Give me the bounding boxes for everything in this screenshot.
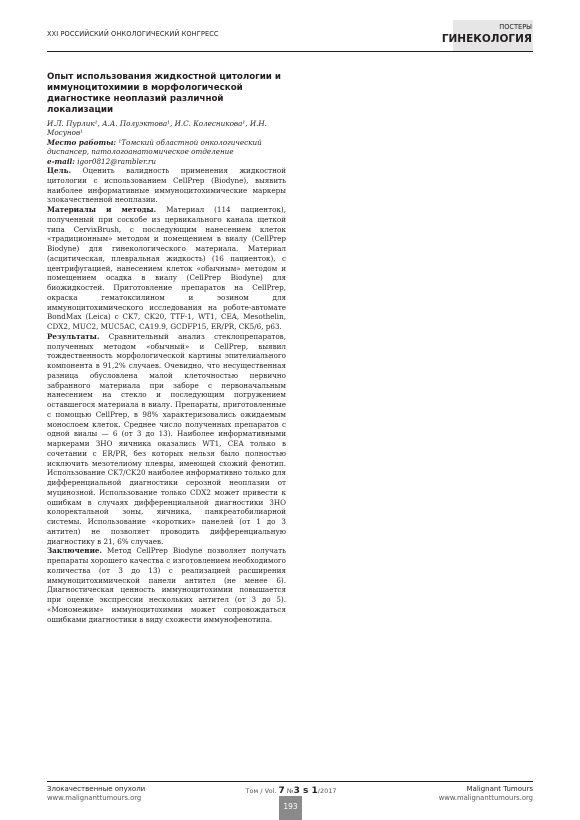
methods-text: Материал (114 пациенток), полученный при соскобе из цервикального канала щеткой типа CervixBrush, с последующим нанесением клеток «традиционным» методом и помещением в виалу (CellPrep Biodyne) для гинекологического материала. Материал (асцитическая, плевральная жидкость) (16 пациенток), с центрифугацией, нанесением клеток «обычным» методом и помещением осадка в виалу (CellPrep Biodyne) для биожидкостей. Приготовление препаратов на CellPrep, окраска гематоксилином и эозином для иммуноцитохимического исследования на роботе-автомате BondMax (Leica) с CK7, CK20, TTF-1, WT1, CEA, Mesothelin, CDX2, MUC2, MUC5AC, CA19.9, GCDFP15, ER/PR, CK5/6, p63. <box>47 205 286 332</box>
journal-name-en: Malignant Tumours <box>466 785 533 793</box>
journal-site-right[interactable]: www.malignanttumours.org <box>438 794 533 802</box>
volume-info <box>236 786 346 796</box>
aim-label: Цель. <box>47 166 71 176</box>
aim-paragraph <box>47 166 286 205</box>
email-label: e-mail: <box>47 156 75 166</box>
issue-number: 3 s 1 <box>293 786 318 796</box>
header-divider <box>47 51 533 52</box>
results-paragraph <box>47 332 286 547</box>
article <box>47 72 286 624</box>
volume-prefix: Том / Vol. <box>245 787 277 795</box>
congress-title: XXI РОССИЙСКИЙ ОНКОЛОГИЧЕСКИЙ КОНГРЕСС <box>47 30 219 38</box>
volume-number: 7 <box>278 786 285 796</box>
issue-prefix: № <box>286 787 294 795</box>
conclusion-text: Метод CellPrep Biodyne позволяет получать препараты хорошего качества с изготовлением необходимого количества (от 3 до 13) с реализацией расширения иммуноцитохимической панели антител (не менее 6). Диагностическая ценность иммуноцитохимии повышается при оценке экспрессии нескольких антител (от 3 до 5). «Мономежим» иммуноцитохимии может сопровождаться ошибками диагностики в виду схожести иммунофенотипа. <box>47 546 286 624</box>
section-label: ПОСТЕРЫ <box>499 23 532 31</box>
methods-paragraph <box>47 205 286 332</box>
affiliation <box>47 138 286 157</box>
results-text: Сравнительный анализ стеклопрепаратов, полученных методом «обычный» и CellPrep, выявил тождественность морфологической картины эпителиального компонента в 91,2% случаев. Очевидно, что несущественная разница обусловлена малой клеточностью первично забранного материала при заборе с первоначальным нанесением на стекло и последующим погружением оставшегося материала в виалу. Препараты, приготовленные с помощью CellPrep, в 98% характеризовались ожидаемым монослоем клеток. Среднее число полученных препаратов с одной виалы — 6 (от 3 до 13). Наиболее информативными маркерами ЗНО яичника оказались WT1, CEA только в сочетании с ER/PR, без которых нельзя было полностью исключить мезотелиому плевры, имеющей схожий фенотип. Использование CK7/CK20 наиболее информативно только для дифференциальной диагностики серозной неоплазии от муцинозной. Использование только CDX2 может привести к ошибкам в случаях дифференциальной диагностики ЗНО колоректальной зоны, яичника, панкреатобилиарной системы. Использование «коротких» панелей (от 1 до 3 антител) не позволяет проводить дифференциальную диагностику в 21, 6% случаев. <box>47 331 286 546</box>
methods-label: Материалы и методы. <box>47 205 157 215</box>
conclusion-label: Заключение. <box>47 546 102 556</box>
footer-divider <box>47 781 533 782</box>
contact-email <box>47 157 286 166</box>
aim-text: Оценить валидность применения жидкостной цитологии с использованием CellPrep (Biodyne), выявить наиболее информативные иммуноцитохимические маркеры злокачественной неоплазии. <box>47 166 286 205</box>
article-title: Опыт использования жидкостной цитологии и иммуноцитохимии в морфологической диагностике неоплазий различной локализации <box>47 72 282 115</box>
article-authors: И.Л. Пурлик¹, А.А. Полуэктова¹, И.С. Колесникова¹, И.Н. Мосунов¹ <box>47 119 267 138</box>
journal-name-ru: Злокачественные опухоли <box>47 785 146 793</box>
affiliation-label: Место работы: <box>47 137 117 147</box>
conclusion-paragraph <box>47 546 286 624</box>
affiliation-text: ¹Томский областной онкологический диспансер, патологоанатомическое отделение <box>47 137 262 157</box>
email-address[interactable]: igor0812@rambler.ru <box>77 156 157 166</box>
issue-year: /2017 <box>317 787 337 795</box>
section-title: ГИНЕКОЛОГИЯ <box>441 33 532 45</box>
journal-site-left[interactable]: www.malignanttumours.org <box>47 794 142 802</box>
page-number: 193 <box>279 796 302 820</box>
results-label: Результаты. <box>47 331 100 341</box>
